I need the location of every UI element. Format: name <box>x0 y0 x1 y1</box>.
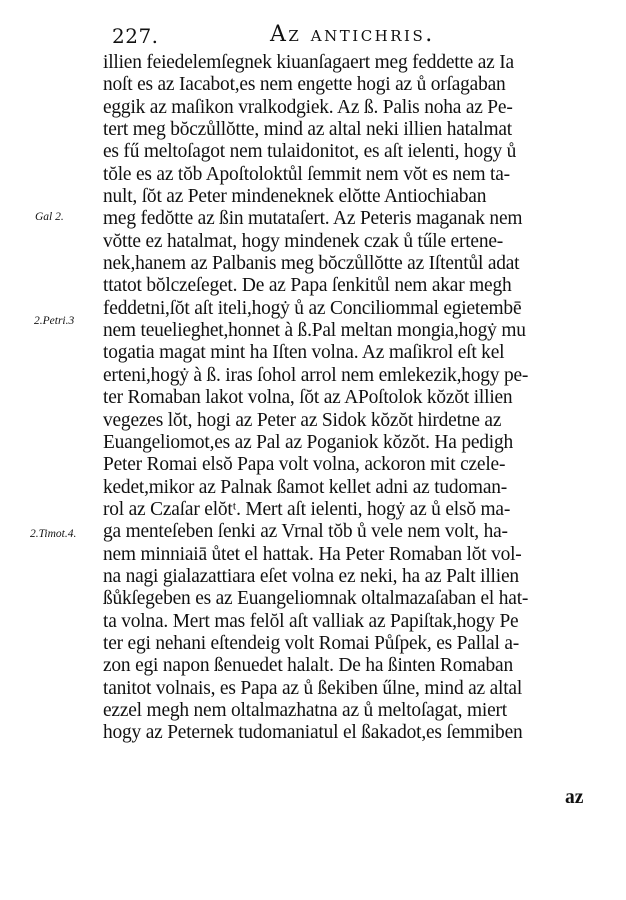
text-line: kedet,mikor az Palnak ßamot kellet adni az tudoman- <box>103 476 508 498</box>
text-line: ta volna. Mert mas felŏl aſt valliak az Papiſtak,hogy Pe <box>103 610 519 632</box>
margin-note-petri: 2.Petri.3 <box>34 315 75 327</box>
text-line: tert meg bŏczůllŏtte, mind az altal neki illien hatalmat <box>103 119 512 141</box>
page-header <box>112 18 598 50</box>
text-line: illien feiedelemſegnek kiuanſagaert meg feddette az Ia <box>103 52 514 73</box>
text-line: vegezes lŏt, hogi az Peter az Sidok kŏzŏt hirdetne az <box>103 409 502 431</box>
text-line: meg fedŏtte az ßin mutataſert. Az Peteris maganak nem <box>103 208 523 230</box>
text-line: hogy az Peternek tudomaniatul el ßakadot,es ſemmiben <box>103 722 523 744</box>
text-line: eggik az maſikon vralkodgiek. Az ß. Palis noha az Pe- <box>103 96 513 118</box>
text-line: zon egi napon ßenuedet halalt. De ha ßinten Romaban <box>103 655 513 677</box>
text-line: tŏle es az tŏb Apoſtoloktůl ſemmit nem vŏt es nem ta- <box>103 163 510 185</box>
text-line: rol az Czaſar elŏtᵗ. Mert aſt ielenti, hogẏ az ů elsŏ ma- <box>103 498 511 520</box>
text-line: nem teuelieghet,honnet à ß.Pal meltan mongia,hogẏ mu <box>103 320 526 342</box>
text-line: nem minniaiā ůtet el hattak. Ha Peter Romaban lŏt vol- <box>103 543 522 565</box>
text-line: ter Romaban lakot volna, ſŏt az APoſtolok kŏzŏt illien <box>103 387 513 409</box>
text-line: noſt es az Iacabot,es nem engette hogi az ů orſagaban <box>103 74 506 96</box>
text-line: ter egi nehani eſtendeig volt Romai Půſpek, es Pallal a- <box>103 632 520 654</box>
text-line: ßůkſegeben es az Euangeliomnak oltalmazaſaban el hat- <box>103 588 529 610</box>
running-head: Az antichris. <box>270 22 435 47</box>
text-line: vŏtte ez hatalmat, hogy mindenek czak ů tűle ertene- <box>103 230 504 252</box>
text-line: tanitot volnais, es Papa az ů ßekiben űlne, mind az altal <box>103 677 523 699</box>
text-line: nek,hanem az Palbanis meg bŏczůllŏtte az Iſtentůl adat <box>103 253 520 275</box>
text-line: Peter Romai elsŏ Papa volt volna, ackoron mit czele- <box>103 454 506 476</box>
catchword: az <box>565 787 584 808</box>
text-line: ezzel megh nem oltalmazhatna az ů meltoſagat, miert <box>103 699 508 721</box>
margin-note-gal: Gal 2. <box>35 211 64 223</box>
text-line: ttatot bŏlczeſeget. De az Papa ſenkitůl nem akar megh <box>103 275 512 297</box>
text-line: erteni,hogẏ à ß. iras ſohol arrol nem emlekezik,hogy pe- <box>103 364 529 386</box>
page-number: 227. <box>112 24 159 48</box>
text-line: ga menteſeben ſenki az Vrnal tŏb ů vele nem volt, ha- <box>103 521 508 543</box>
text-line: es fű meltoſagot nem tulaidonitot, es aſt ielenti, hogy ů <box>103 141 517 163</box>
text-line: feddetni,ſŏt aſt iteli,hogẏ ů az Conciliommal egietembē <box>103 297 522 319</box>
body-text <box>103 52 605 745</box>
margin-note-timot: 2.Timot.4. <box>30 528 77 540</box>
text-line: Euangeliomot,es az Pal az Poganiok kŏzŏt. Ha pedigh <box>103 431 514 453</box>
text-line: nult, ſŏt az Peter mindeneknek elŏtte Antiochiaban <box>103 186 487 208</box>
text-line: togatia magat mint ha Iſten volna. Az maſikrol eſt kel <box>103 342 505 364</box>
text-line: na nagi gialazattiara eſet volna ez neki, ha az Palt illien <box>103 565 519 587</box>
